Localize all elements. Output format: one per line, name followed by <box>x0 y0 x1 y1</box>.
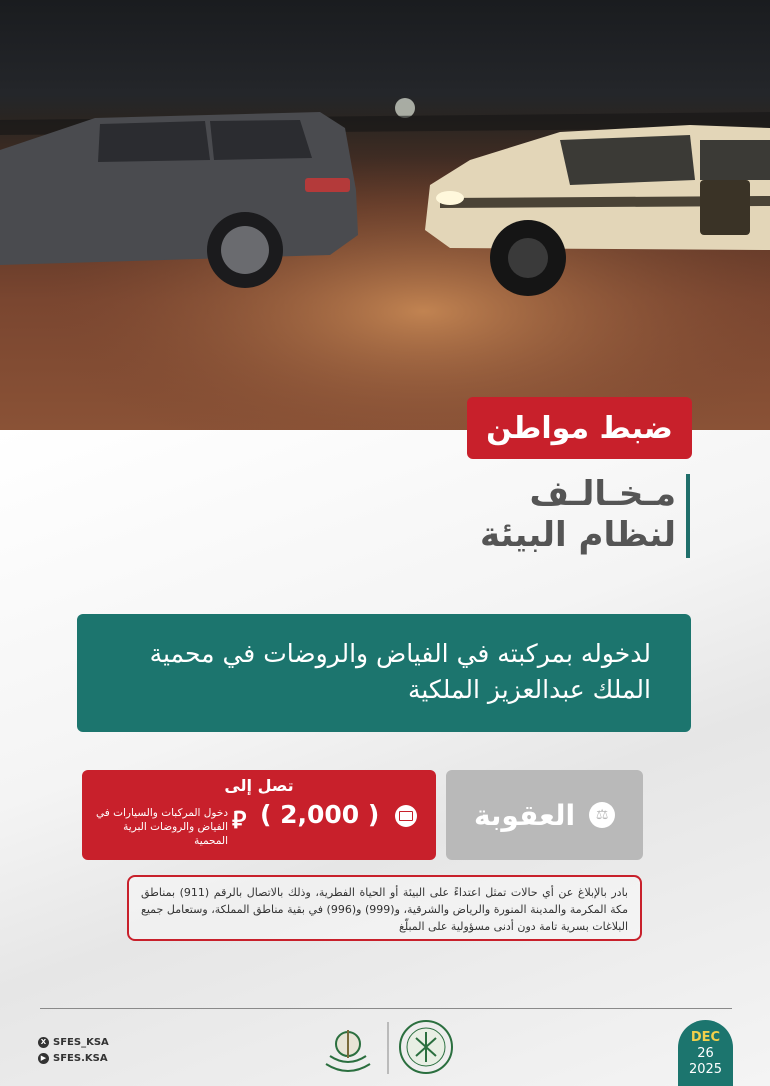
logos <box>318 1016 458 1078</box>
youtube-icon: ▶ <box>38 1053 49 1064</box>
date-day: 26 <box>697 1046 714 1061</box>
special-forces-emblem-icon <box>326 1030 370 1071</box>
fine-amount: ( 2,000 ) <box>260 800 380 829</box>
description-line-1: لدخوله بمركبته في الفياض والروضات في محمية <box>149 639 651 668</box>
social-links <box>38 1034 109 1066</box>
fine-box <box>82 770 436 860</box>
date-year: 2025 <box>688 1062 723 1077</box>
footer-divider <box>40 1008 732 1009</box>
penalty-label: العقوبة <box>473 798 576 832</box>
date-month: DEC <box>690 1030 721 1045</box>
x-logo-icon: X <box>38 1037 49 1048</box>
judge-gavel-icon: ⚖ <box>589 802 615 828</box>
youtube-handle: SFES.KSA <box>53 1052 108 1064</box>
emblem-logos <box>318 1016 458 1078</box>
title-line-environment-law: لنظام البيئة <box>480 515 676 555</box>
hero-photo <box>0 0 770 430</box>
riyal-currency-icon: ⃁ <box>232 806 247 834</box>
violation-description <box>77 614 691 732</box>
title-block <box>356 474 690 558</box>
youtube-social-link[interactable] <box>38 1050 109 1066</box>
date-badge <box>678 1020 733 1086</box>
night-desert-vehicles-illustration <box>0 0 770 430</box>
x-handle: SFES_KSA <box>53 1036 109 1048</box>
fine-upto-label: تصل إلى <box>224 776 294 795</box>
ministry-emblem-icon <box>400 1021 452 1073</box>
title-line-violator: مـخـالـف <box>529 474 676 514</box>
reporting-notice: بادر بالإبلاغ عن أي حالات تمثل اعتداءً على البيئة أو الحياة الفطرية، وذلك بالاتصال بالرقم (911) بمناطق مكة المكرمة والمدينة المنورة والرياض والشرقية، و(999) و(996) في بقية مناطق المملكة، وستعامل جميع البلاغات بسرية تامة دون أدنى مسؤولية على المبلّغ <box>127 875 642 941</box>
x-social-link[interactable] <box>38 1034 109 1050</box>
money-icon <box>395 805 417 827</box>
fine-note: دخول المركبات والسيارات في الفياض والروضات البرية المحمية <box>95 807 228 847</box>
headline-tag: ضبط مواطن <box>467 397 692 459</box>
penalty-box <box>446 770 643 860</box>
description-line-2: الملك عبدالعزيز الملكية <box>407 675 651 704</box>
